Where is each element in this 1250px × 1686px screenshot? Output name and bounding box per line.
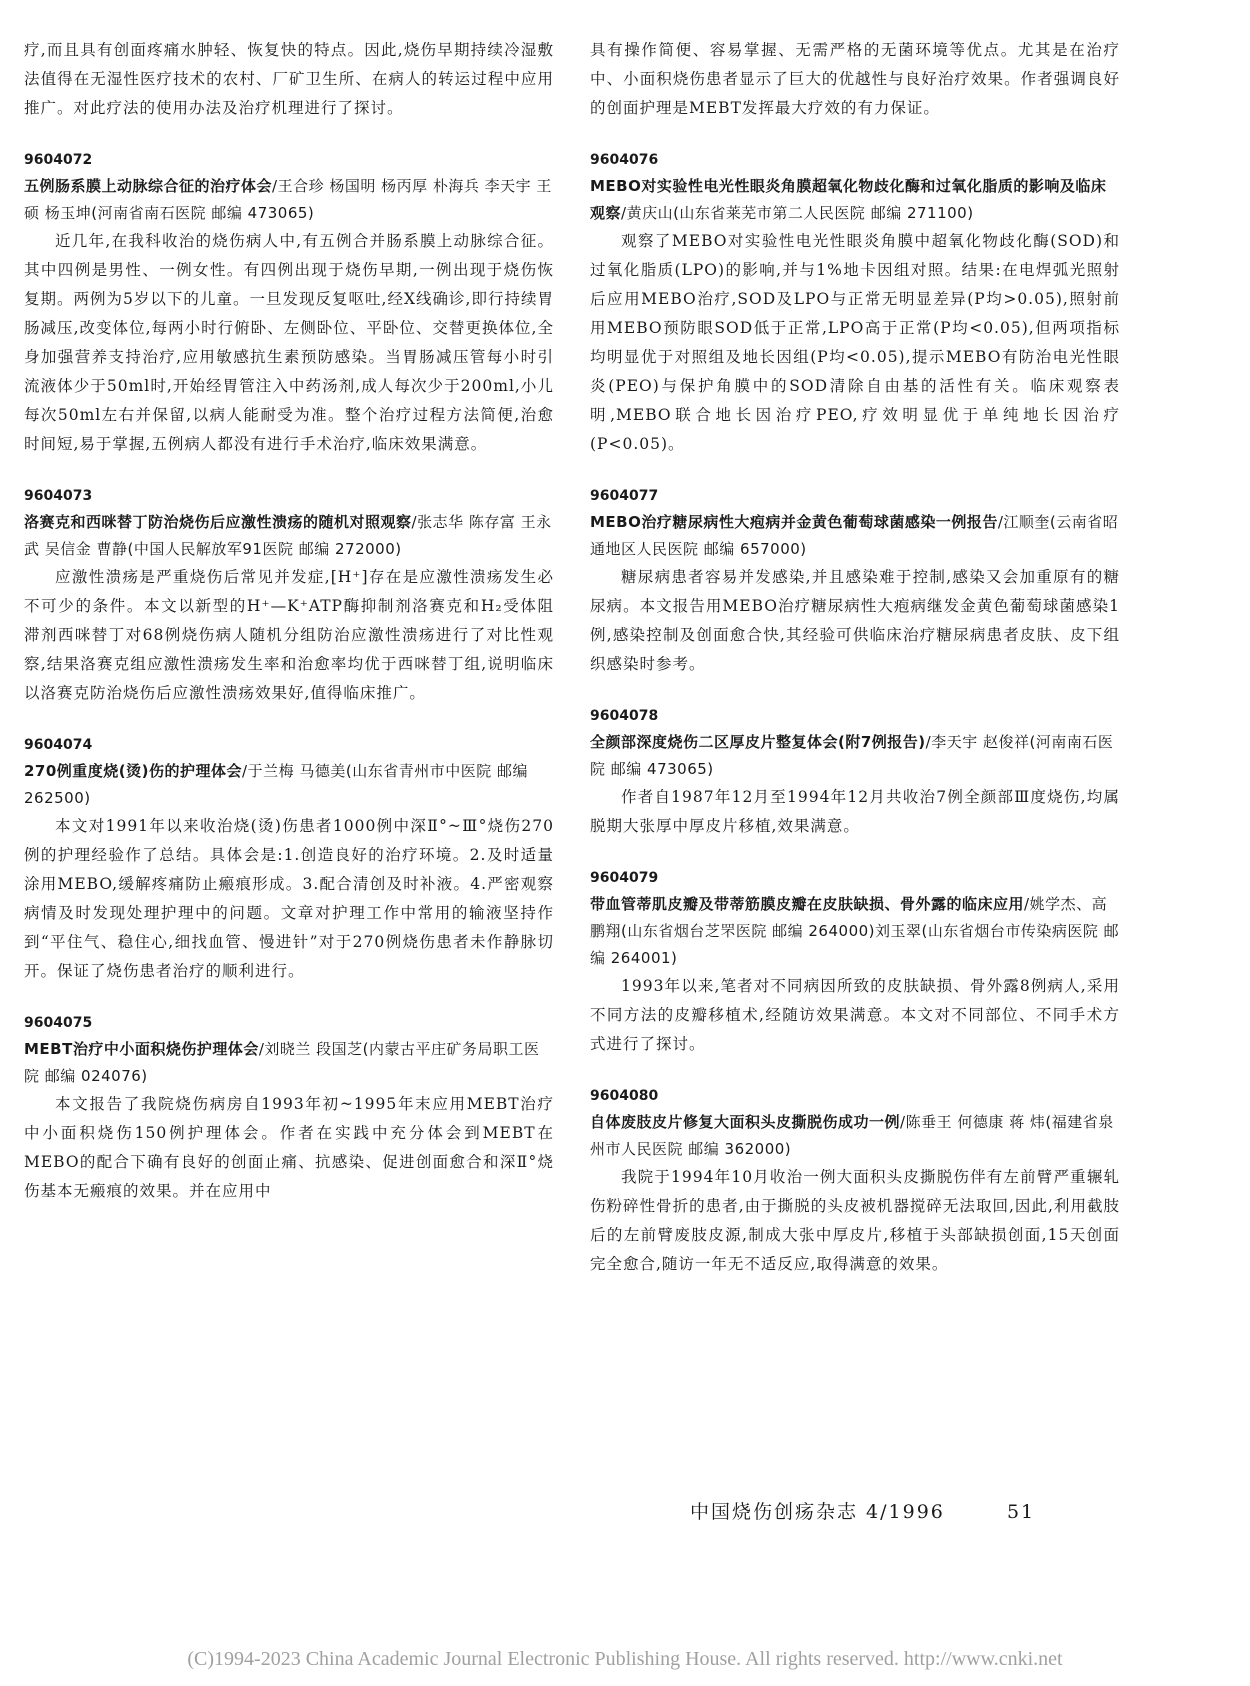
entry-title: MEBO治疗糖尿病性大疱病并金黄色葡萄球菌感染一例报告 [590, 513, 998, 531]
entry-byline: /李天宇 赵俊祥(河南南石医院 邮编 473065) [590, 733, 1114, 778]
continuation-text: 具有操作简便、容易掌握、无需严格的无菌环境等优点。尤其是在治疗中、小面积烧伤患者显示了巨大的优越性与良好治疗效果。作者强调良好的创面护理是MEBT发挥最大疗效的有力保证。 [590, 41, 1120, 117]
continuation-text: 疗,而且具有创面疼痛水肿轻、恢复快的特点。因此,烧伤早期持续冷湿敷法值得在无湿性医疗技术的农村、厂矿卫生所、在病人的转运过程中应用推广。对此疗法的使用办法及治疗机理进行了探讨。 [24, 41, 554, 117]
abstract-entry [590, 149, 1120, 459]
entry-id: 9604080 [590, 1088, 659, 1104]
entry-byline: /姚学杰、高鹏翔(山东省烟台芝罘医院 邮编 264000)刘玉翠(山东省烟台市传染病医院 邮编 264001) [590, 895, 1120, 967]
abstract-entry [24, 485, 554, 708]
entry-abstract: 作者自1987年12月至1994年12月共收治7例全颜部Ⅲ度烧伤,均属脱期大张厚中厚皮片移植,效果满意。 [590, 788, 1120, 835]
abstract-entry [24, 734, 554, 986]
abstract-entry [590, 1085, 1120, 1279]
page-footer [690, 1497, 1035, 1524]
entry-id: 9604078 [590, 708, 659, 724]
entry-title: 270例重度烧(烫)伤的护理体会 [24, 762, 243, 780]
entry-id: 9604075 [24, 1015, 93, 1031]
entry-abstract: 本文对1991年以来收治烧(烫)伤患者1000例中深Ⅱ°~Ⅲ°烧伤270例的护理经验作了总结。具体会是:1.创造良好的治疗环境。2.及时适量涂用MEBO,缓解疼痛防止瘢痕形成。3.配合清创及时补液。4.严密观察病情及时发现处理护理中的问题。文章对护理工作中常用的输液坚持作到“平住气、稳住心,细找血管、慢进针”对于270例烧伤患者未作静脉切开。保证了烧伤患者治疗的顺利进行。 [24, 817, 554, 980]
copyright-notice: (C)1994-2023 China Academic Journal Electronic Publishing House. All rights reserved. http://www.cnki.net [187, 1648, 1063, 1670]
entry-id: 9604076 [590, 152, 659, 168]
entry-abstract: 糖尿病患者容易并发感染,并且感染难于控制,感染又会加重原有的糖尿病。本文报告用MEBO治疗糖尿病性大疱病继发金黄色葡萄球菌感染1例,感染控制及创面愈合快,其经验可供临床治疗糖尿病患者皮肤、皮下组织感染时参考。 [590, 568, 1120, 673]
entry-byline: /于兰梅 马德美(山东省青州市中医院 邮编 262500) [24, 762, 528, 807]
entry-title: 洛赛克和西咪替丁防治烧伤后应激性溃疡的随机对照观察 [24, 513, 412, 531]
abstract-entry [24, 149, 554, 459]
entry-id: 9604073 [24, 488, 93, 504]
entry-abstract: 我院于1994年10月收治一例大面积头皮撕脱伤伴有左前臂严重辗轧伤粉碎性骨折的患者,由于撕脱的头皮被机器搅碎无法取回,因此,利用截肢后的左前臂废肢皮源,制成大张中厚皮片,移植于头部缺损创面,15天创面完全愈合,随访一年无不适反应,取得满意的效果。 [590, 1168, 1120, 1273]
entry-title: 自体废肢皮片修复大面积头皮撕脱伤成功一例 [590, 1113, 901, 1131]
entry-title: 全颜部深度烧伤二区厚皮片整复体会(附7例报告) [590, 733, 926, 751]
entry-abstract: 1993年以来,笔者对不同病因所致的皮肤缺损、骨外露8例病人,采用不同方法的皮瓣移植术,经随访效果满意。本文对不同部位、不同手术方式进行了探讨。 [590, 977, 1120, 1053]
entry-title: 带血管蒂肌皮瓣及带蒂筋膜皮瓣在皮肤缺损、骨外露的临床应用 [590, 895, 1025, 913]
right-column [590, 36, 1120, 1279]
entry-byline: /陈垂王 何德康 蒋 炜(福建省泉州市人民医院 邮编 362000) [590, 1113, 1114, 1158]
entry-id: 9604074 [24, 737, 93, 753]
journal-issue: 中国烧伤创疡杂志 4/1996 [690, 1501, 945, 1523]
abstract-entry [590, 705, 1120, 841]
entry-abstract: 本文报告了我院烧伤病房自1993年初~1995年末应用MEBT治疗中小面积烧伤150例护理体会。作者在实践中充分体会到MEBT在MEBO的配合下确有良好的创面止痛、抗感染、促进创面愈合和深Ⅱ°烧伤基本无瘢痕的效果。并在应用中 [24, 1095, 554, 1200]
entry-byline: /王合珍 杨国明 杨丙厚 朴海兵 李天宇 王硕 杨玉坤(河南省南石医院 邮编 473065) [24, 177, 552, 222]
entry-title: MEBT治疗中小面积烧伤护理体会 [24, 1040, 259, 1058]
abstract-entry [590, 867, 1120, 1059]
entry-abstract: 近几年,在我科收治的烧伤病人中,有五例合并肠系膜上动脉综合征。其中四例是男性、一例女性。有四例出现于烧伤早期,一例出现于烧伤恢复期。两例为5岁以下的儿童。一旦发现反复呕吐,经X线确诊,即行持续胃肠减压,改变体位,每两小时行俯卧、左侧卧位、平卧位、交替更换体位,全身加强营养支持治疗,应用敏感抗生素预防感染。当胃肠减压管每小时引流液体少于50ml时,开始经胃管注入中药汤剂,成人每次少于200ml,小儿每次50ml左右并保留,以病人能耐受为准。整个治疗过程方法简便,治愈时间短,易于掌握,五例病人都没有进行手术治疗,临床效果满意。 [24, 232, 554, 453]
entry-abstract: 观察了MEBO对实验性电光性眼炎角膜中超氧化物歧化酶(SOD)和过氧化脂质(LPO)的影响,并与1%地卡因组对照。结果:在电焊弧光照射后应用MEBO治疗,SOD及LPO与正常无明显差异(P均>0.05),照射前用MEBO预防眼SOD低于正常,LPO高于正常(P均<0.05),但两项指标均明显优于对照组及地长因组(P均<0.05),提示MEBO有防治电光性眼炎(PEO)与保护角膜中的SOD清除自由基的活性有关。临床观察表明,MEBO联合地长因治疗PEO,疗效明显优于单纯地长因治疗(P<0.05)。 [590, 232, 1120, 453]
entry-byline: /刘晓兰 段国芝(内蒙古平庄矿务局职工医院 邮编 024076) [24, 1040, 540, 1085]
abstract-entry [24, 1012, 554, 1206]
entry-title: MEBO对实验性电光性眼炎角膜超氧化物歧化酶和过氧化脂质的影响及临床观察 [590, 177, 1107, 222]
entry-byline: /江顺奎(云南省昭通地区人民医院 邮编 657000) [590, 513, 1119, 558]
entry-id: 9604072 [24, 152, 93, 168]
entry-byline: /黄庆山(山东省莱芜市第二人民医院 邮编 271100) [621, 204, 974, 222]
entry-byline: /张志华 陈存富 王永武 吴信金 曹静(中国人民解放军91医院 邮编 272000) [24, 513, 552, 558]
entry-title: 五例肠系膜上动脉综合征的治疗体会 [24, 177, 273, 195]
entry-id: 9604079 [590, 870, 659, 886]
left-column [24, 36, 554, 1206]
entry-id: 9604077 [590, 488, 659, 504]
entry-abstract: 应激性溃疡是严重烧伤后常见并发症,[H⁺]存在是应激性溃疡发生必不可少的条件。本文以新型的H⁺—K⁺ATP酶抑制剂洛赛克和H₂受体阻滞剂西咪替丁对68例烧伤病人随机分组防治应激性溃疡进行了对比性观察,结果洛赛克组应激性溃疡发生率和治愈率均优于西咪替丁组,说明临床以洛赛克防治烧伤后应激性溃疡效果好,值得临床推广。 [24, 568, 554, 702]
page-number: 51 [1006, 1501, 1036, 1523]
abstract-entry [590, 485, 1120, 679]
